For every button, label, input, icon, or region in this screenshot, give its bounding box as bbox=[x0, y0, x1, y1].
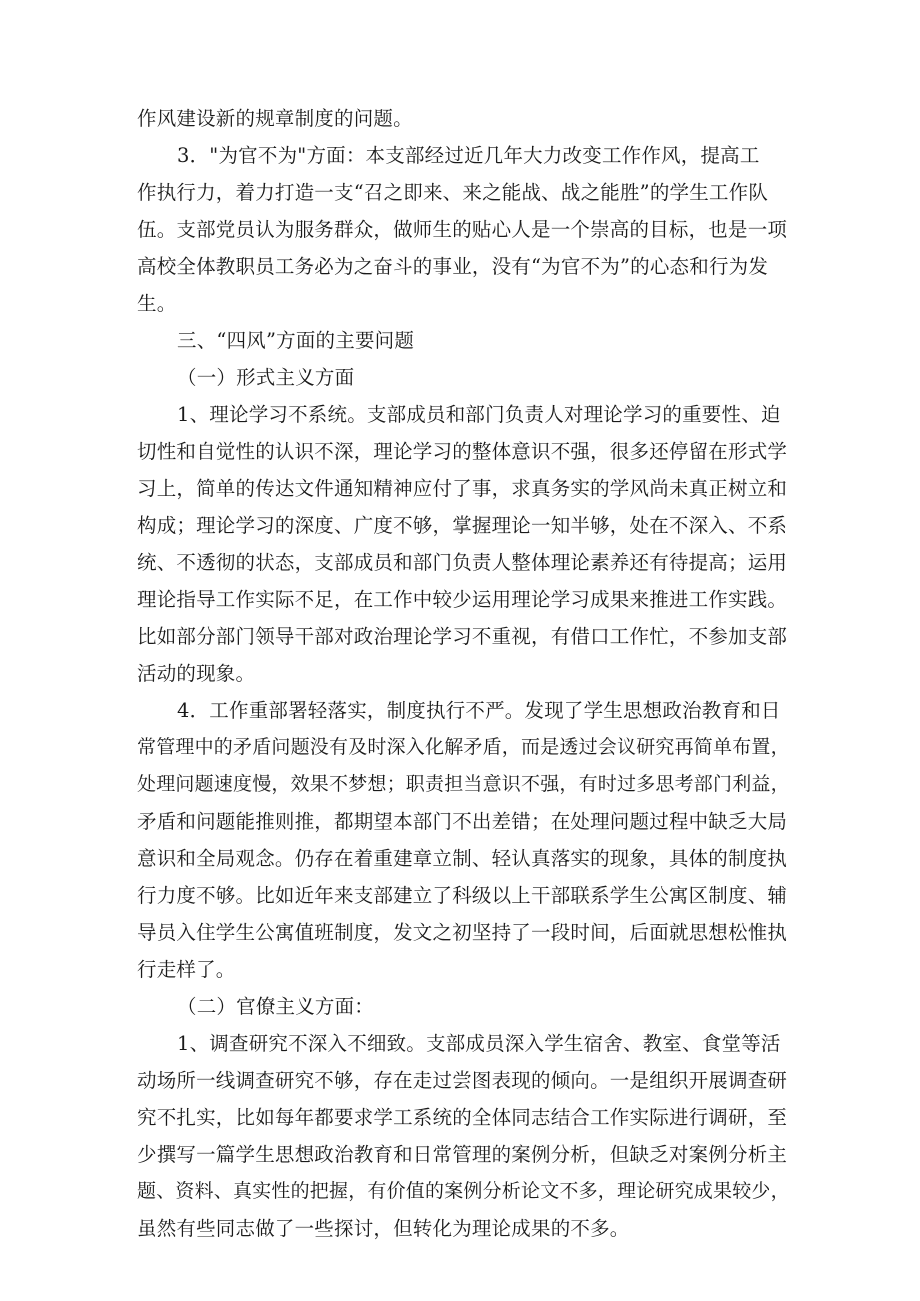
text-line: 行力度不够。比如近年来支部建立了科级以上干部联系学生公寓区制度、辅 bbox=[137, 884, 788, 907]
text-line: 导员入住学生公寓值班制度，发文之初坚持了一段时间，后面就思想松惟执 bbox=[137, 921, 788, 944]
text-line: 比如部分部门领导干部对政治理论学习不重视，有借口工作忙，不参加支部 bbox=[137, 625, 788, 648]
text-line: 3．"为官不为"方面：本支部经过近几年大力改变工作作风，提高工 bbox=[177, 144, 760, 167]
text-line: 虽然有些同志做了一些探讨，但转化为理论成果的不多。 bbox=[137, 1217, 630, 1240]
text-line: 动场所一线调查研究不够，存在走过尝图表现的倾向。一是组织开展调查研 bbox=[137, 1069, 788, 1092]
text-line: 究不扎实，比如每年都要求学工系统的全体同志结合工作实际进行调研，至 bbox=[137, 1106, 788, 1129]
text-line: 处理问题速度慢，效果不梦想；职责担当意识不强，有时过多思考部门利益， bbox=[137, 773, 790, 795]
subsection-heading: （一）形式主义方面 bbox=[177, 366, 355, 389]
text-line: 作风建设新的规章制度的问题。 bbox=[137, 107, 413, 130]
text-line: 矛盾和问题能推则推，都期望本部门不出差错；在处理问题过程中缺乏大局 bbox=[137, 810, 788, 833]
text-line: 少撰写一篇学生思想政治教育和日常管理的案例分析，但缺乏对案例分析主 bbox=[137, 1143, 788, 1166]
text-line: 意识和全局观念。仍存在着重建章立制、轻认真落实的现象，具体的制度执 bbox=[137, 847, 788, 870]
text-line: 1、理论学习不系统。支部成员和部门负责人对理论学习的重要性、迫 bbox=[177, 403, 781, 426]
text-line: 活动的现象。 bbox=[137, 662, 256, 685]
text-line: 作执行力，着力打造一支“召之即来、来之能战、战之能胜”的学生工作队 bbox=[137, 181, 769, 204]
section-heading: 三、“四风”方面的主要问题 bbox=[177, 329, 415, 352]
text-line: 伍。支部党员认为服务群众，做师生的贴心人是一个崇高的目标，也是一项 bbox=[137, 218, 788, 241]
document-body bbox=[137, 100, 797, 1247]
text-line: 行走样了。 bbox=[137, 958, 236, 981]
text-line: 切性和自觉性的认识不深，理论学习的整体意识不强，很多还停留在形式学 bbox=[137, 440, 788, 463]
text-line: 高校全体教职员工务必为之奋斗的事业，没有“为官不为”的心态和行为发 bbox=[137, 255, 769, 278]
text-line: 统、不透彻的状态，支部成员和部门负责人整体理论素养还有待提高；运用 bbox=[137, 551, 788, 574]
text-line: 题、资料、真实性的把握，有价值的案例分析论文不多，理论研究成果较少， bbox=[137, 1180, 790, 1202]
subsection-heading: （二）官僚主义方面： bbox=[177, 995, 375, 1018]
text-line: 构成；理论学习的深度、广度不够，掌握理论一知半够，处在不深入、不系 bbox=[137, 514, 788, 537]
text-line: 习上，简单的传达文件通知精神应付了事，求真务实的学风尚未真正树立和 bbox=[137, 477, 788, 500]
text-line: 理论指导工作实际不足，在工作中较少运用理论学习成果来推进工作实践。 bbox=[137, 588, 788, 611]
text-line: 生。 bbox=[137, 292, 177, 315]
text-line: 1、调查研究不深入不细致。支部成员深入学生宿舍、教室、食堂等活 bbox=[177, 1032, 781, 1055]
text-line: 常管理中的矛盾问题没有及时深入化解矛盾，而是透过会议研究再简单布置， bbox=[137, 736, 790, 758]
text-line: 4．工作重部署轻落实，制度执行不严。发现了学生思想政治教育和日 bbox=[177, 699, 781, 722]
